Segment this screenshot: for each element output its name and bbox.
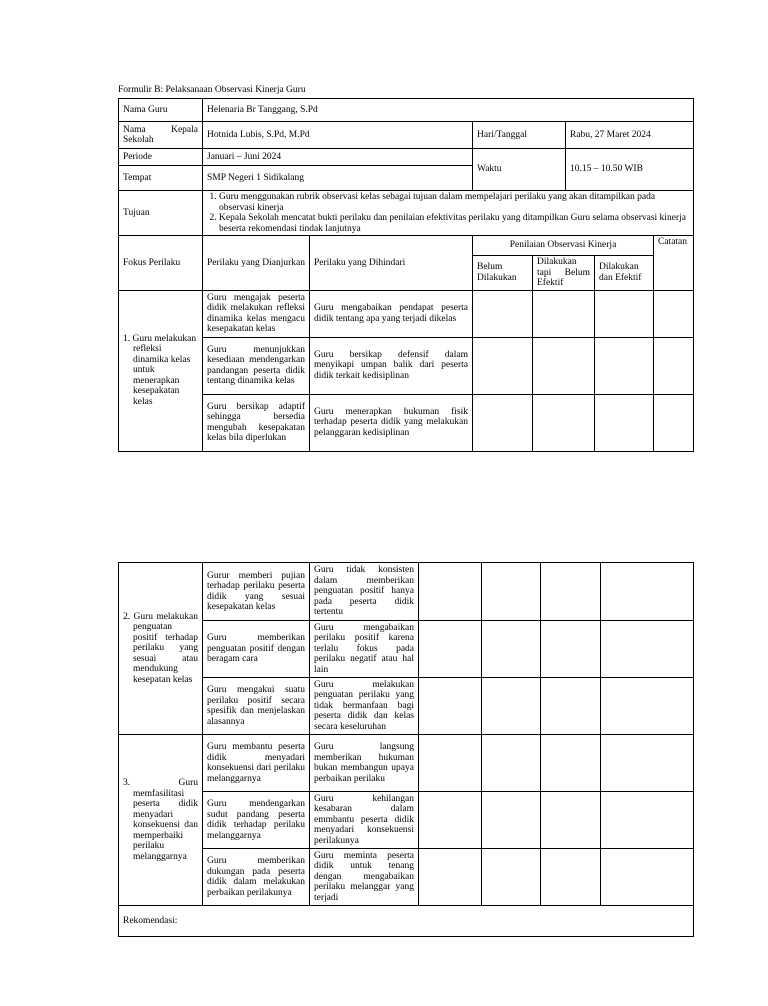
nama-guru-value: Helenaria Br Tanggang, S.Pd	[203, 99, 694, 122]
check-tapi-belum[interactable]	[482, 563, 541, 621]
check-belum[interactable]	[473, 394, 533, 451]
focus-2-dihindari: Guru tidak konsisten dalam memberikan penguatan positif hanya pada peserta didik tertentu	[310, 563, 419, 621]
check-tapi-belum[interactable]	[482, 678, 541, 735]
check-tapi-belum[interactable]	[482, 849, 541, 906]
focus-3-dianjurkan: Guru mendengarkan sudut pandang peserta didik terhadap perilaku melanggarnya	[203, 792, 310, 849]
check-efektif[interactable]	[541, 735, 601, 792]
tujuan-label: Tujuan	[119, 191, 203, 236]
check-efektif[interactable]	[595, 290, 654, 337]
periode-label: Periode	[119, 149, 203, 166]
focus-2-title: 2. Guru melakukan penguatan positif terhadap perilaku yang sesuai atau mendukung kesepatan kelas	[119, 563, 203, 735]
check-tapi-belum[interactable]	[533, 290, 595, 337]
focus-1-dihindari: Guru menerapkan hukuman fisik terhadap peserta didik yang melakukan pelanggaran kedisiplinan	[310, 394, 473, 451]
check-belum[interactable]	[419, 849, 482, 906]
col-dihindari: Perilaku yang Dihindari	[310, 236, 473, 291]
col-tapi-belum: Dilakukan tapi Belum Efektif	[533, 256, 595, 291]
hari-value: Rabu, 27 Maret 2024	[566, 122, 694, 149]
periode-value: Januari – Juni 2024	[203, 149, 473, 166]
check-efektif[interactable]	[541, 792, 601, 849]
focus-3-dihindari: Guru meminta peserta didik untuk tenang dengan mengabaikan perilaku melanggar yang terjadi	[310, 849, 419, 906]
focus-3-dihindari: Guru langsung memberikan hukuman bukan membangun upaya perbaikan perilaku	[310, 735, 419, 792]
tempat-value: SMP Negeri 1 Sidikalang	[203, 166, 473, 191]
catatan-cell[interactable]	[601, 849, 694, 906]
focus-3-dianjurkan: Guru memberikan dukungan pada peserta didik dalam melakukan perbaikan perilakunya	[203, 849, 310, 906]
col-efektif: Dilakukan dan Efektif	[595, 256, 654, 291]
nama-guru-label: Nama Guru	[119, 99, 203, 122]
catatan-cell[interactable]	[601, 621, 694, 678]
hari-label: Hari/Tanggal	[473, 122, 566, 149]
check-efektif[interactable]	[541, 849, 601, 906]
tujuan-item: 2. Kepala Sekolah mencatat bukti perilaku dan penilaian efektivitas perilaku yang ditampilkan Guru selama observasi kinerja beserta rekomendasi tindak lanjutnya	[219, 213, 689, 234]
catatan-cell[interactable]	[654, 394, 694, 451]
focus-1-dihindari: Guru mengabaikan pendapat peserta didik tentang apa yang terjadi dikelas	[310, 290, 473, 337]
catatan-cell[interactable]	[654, 290, 694, 337]
focus-2-dianjurkan: Guru mengakui suatu perilaku positif secara spesifik dan menjelaskan alasannya	[203, 678, 310, 735]
catatan-cell[interactable]	[601, 678, 694, 735]
focus-1-dianjurkan: Guru mengajak peserta didik melakukan refleksi dinamika kelas mengacu kesepakatan kelas	[203, 290, 310, 337]
check-tapi-belum[interactable]	[482, 735, 541, 792]
waktu-value: 10.15 – 10.50 WIB	[566, 149, 694, 191]
check-efektif[interactable]	[595, 394, 654, 451]
kepala-value: Hotnida Lubis, S.Pd, M.Pd	[203, 122, 473, 149]
check-efektif[interactable]	[541, 678, 601, 735]
focus-1-dianjurkan: Guru menunjukkan kesediaan mendengarkan pandangan peserta didik tentang dinamika kelas	[203, 337, 310, 394]
focus-1-dianjurkan: Guru bersikap adaptif sehingga bersedia mengubah kesepakatan kelas bila diperlukan	[203, 394, 310, 451]
col-penilaian: Penilaian Observasi Kinerja	[473, 236, 654, 256]
focus-2-dihindari: Guru melakukan penguatan perilaku yang tidak bermanfaan bagi peserta didik dan kelas secara keseluruhan	[310, 678, 419, 735]
check-tapi-belum[interactable]	[533, 337, 595, 394]
focus-1-title: 1. Guru melakukan refleksi dinamika kelas untuk menerapkan kesepakatan kelas	[119, 290, 203, 451]
check-belum[interactable]	[419, 563, 482, 621]
check-tapi-belum[interactable]	[482, 621, 541, 678]
focus-1-dihindari: Guru bersikap defensif dalam menyikapi umpan balik dari peserta didik terkait kedisiplinan	[310, 337, 473, 394]
catatan-cell[interactable]	[654, 337, 694, 394]
rekomendasi-label[interactable]: Rekomendasi:	[119, 906, 694, 937]
col-catatan: Catatan	[654, 236, 694, 291]
col-fokus: Fokus Perilaku	[119, 236, 203, 291]
focus-2-dianjurkan: Guru memberikan penguatan positif dengan beragam cara	[203, 621, 310, 678]
check-tapi-belum[interactable]	[533, 394, 595, 451]
focus-3-dianjurkan: Guru membantu peserta didik menyadari konsekuensi dari perilaku melanggarnya	[203, 735, 310, 792]
check-belum[interactable]	[473, 337, 533, 394]
check-belum[interactable]	[419, 792, 482, 849]
catatan-cell[interactable]	[601, 735, 694, 792]
focus-2-dianjurkan: Gurur memberi pujian terhadap perilaku peserta didik yang sesuai kesepakatan kelas	[203, 563, 310, 621]
check-tapi-belum[interactable]	[482, 792, 541, 849]
form-title: Formulir B: Pelaksanaan Observasi Kinerja Guru	[118, 85, 306, 95]
focus-3-title: 3. Guru memfasilitasi peserta didik menyadari konsekuensi dan memperbaiki perilaku melanggarnya	[119, 735, 203, 906]
check-efektif[interactable]	[541, 563, 601, 621]
focus-3-dihindari: Guru kehilangan kesabaran dalam emmbantu peserta didik menyadari konsekuensi perilakunya	[310, 792, 419, 849]
check-belum[interactable]	[419, 678, 482, 735]
check-belum[interactable]	[473, 290, 533, 337]
check-belum[interactable]	[419, 621, 482, 678]
check-belum[interactable]	[419, 735, 482, 792]
tujuan-item: 1. Guru menggunakan rubrik observasi kelas sebagai tujuan dalam mempelajari perilaku yang akan ditampilkan pada observasi kinerja	[219, 192, 689, 213]
check-efektif[interactable]	[541, 621, 601, 678]
observation-table-bottom	[118, 562, 694, 937]
focus-2-dihindari: Guru mengabaikan perilaku positif karena terlalu fokus pada perilaku negatif atau hal lain	[310, 621, 419, 678]
check-efektif[interactable]	[595, 337, 654, 394]
catatan-cell[interactable]	[601, 563, 694, 621]
observation-table-top	[118, 98, 694, 452]
col-belum: Belum Dilakukan	[473, 256, 533, 291]
tujuan-list	[203, 191, 694, 236]
waktu-label: Waktu	[473, 149, 566, 191]
col-dianjurkan: Perilaku yang Dianjurkan	[203, 236, 310, 291]
kepala-label: Nama Kepala Sekolah	[119, 122, 203, 149]
catatan-cell[interactable]	[601, 792, 694, 849]
tempat-label: Tempat	[119, 166, 203, 191]
